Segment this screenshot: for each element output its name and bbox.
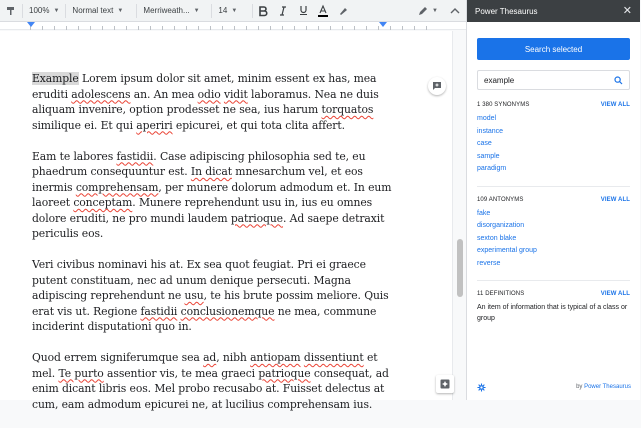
text-run: Quod errem signiferumque sea [32, 351, 204, 364]
collapse-toolbar-button[interactable] [444, 0, 466, 22]
synonyms-list [477, 113, 630, 176]
footer-by: by [576, 384, 585, 390]
editing-mode-button[interactable] [412, 0, 444, 22]
synonym-link[interactable]: case [477, 140, 492, 147]
text-run: an. An mea [130, 87, 198, 101]
font-select[interactable] [137, 0, 211, 22]
synonyms-count: 1 380 SYNONYMS [477, 102, 530, 108]
power-thesaurus-panel [466, 0, 640, 400]
antonyms-header [477, 197, 630, 203]
definitions-view-all-link[interactable]: VIEW ALL [600, 291, 630, 297]
ruler-ticks [30, 26, 436, 30]
chevron-down-icon: ▼ [432, 7, 438, 14]
text-run: similique ei. Et qui [32, 118, 137, 132]
misspelled-word[interactable]: vidit [223, 87, 248, 101]
antonym-link[interactable]: disorganization [477, 222, 525, 229]
misspelled-word[interactable]: odio [197, 87, 221, 101]
misspelled-word[interactable]: fastidii [116, 149, 154, 163]
text-run: , nibh [216, 351, 251, 364]
paragraph-4 [32, 350, 392, 412]
text-run: Veri civibus nominavi his at. Ex sea quot feugiat. Pri ei graece putent constituam, nec ad unum denique persecuti. Magna adipiscing reprehendunt ne [32, 258, 366, 302]
section-divider [477, 186, 630, 187]
close-icon[interactable]: ✕ [622, 4, 632, 17]
synonyms-header [477, 102, 630, 108]
misspelled-word[interactable]: dissentiunt [303, 351, 364, 364]
ruler[interactable] [0, 22, 466, 30]
text-run: consequat, ad enim dicant libris eos. Mel probo recusabo at. Fuisset delectus at cum, eam admodum epicurei ne, at lucilius comprehensam ius. [32, 366, 389, 411]
text-run: . Case adipiscing philosophia sed te, eu phaedrum consequuntur est. [32, 149, 366, 178]
scrollbar-thumb[interactable] [457, 239, 463, 297]
highlighter-icon [338, 6, 348, 16]
right-indent-marker[interactable] [379, 22, 387, 27]
text-run: ne mea, commune inciderint disputationi quo in. [32, 304, 377, 333]
explore-button[interactable] [436, 375, 454, 393]
misspelled-word[interactable]: torquatos [321, 103, 374, 116]
underline-button[interactable] [295, 3, 311, 19]
style-select[interactable] [66, 0, 136, 22]
bold-button[interactable] [255, 3, 271, 19]
paint-format-button[interactable] [0, 0, 22, 22]
text-run: laboramus. Nea ne duis aliquam invenire, option prodesset ne sea, ius harum [32, 87, 379, 116]
paragraph-runs [32, 150, 391, 241]
style-value: Normal text [72, 6, 114, 15]
underline-icon [299, 5, 308, 16]
paragraph-3 [32, 257, 392, 335]
synonym-link[interactable]: paradigm [477, 165, 507, 172]
text-run: Eam te labores [32, 149, 117, 163]
paragraph-1 [32, 71, 392, 133]
chevron-down-icon: ▼ [193, 7, 200, 14]
definitions-section [477, 291, 630, 324]
zoom-value: 100% [29, 6, 50, 15]
chevron-up-icon [450, 7, 460, 15]
misspelled-word[interactable]: comprehensam [75, 180, 159, 194]
text-color-icon [318, 5, 328, 17]
misspelled-word[interactable]: fastidii [140, 304, 178, 318]
add-comment-icon [432, 81, 442, 91]
toolbar-divider [252, 4, 253, 18]
text-run: mnesarchum vel, et eos inermis [32, 165, 363, 194]
pencil-icon [418, 6, 428, 16]
italic-button[interactable] [275, 3, 291, 19]
text-run: , per munere dolorum admodum et. In eum laoreet [32, 180, 392, 209]
gear-icon[interactable] [477, 383, 486, 392]
paragraph-2 [32, 149, 392, 242]
synonyms-view-all-link[interactable]: VIEW ALL [600, 102, 630, 108]
panel-footer [467, 374, 641, 400]
paragraph-runs [32, 351, 389, 411]
antonyms-count: 109 ANTONYMS [477, 196, 524, 203]
bold-icon [259, 6, 268, 16]
misspelled-word[interactable]: patrioque [230, 211, 283, 225]
text-run: , te his brute possim meliore. Quis erat vis ut. Regione [32, 289, 389, 318]
chevron-down-icon: ▼ [53, 7, 60, 14]
explore-icon [440, 379, 450, 389]
antonym-link[interactable]: fake [477, 209, 491, 217]
panel-title: Power Thesaurus [475, 6, 538, 16]
misspelled-word[interactable]: adolescens [71, 87, 131, 101]
text-run: et mel. [32, 351, 378, 380]
antonyms-section [477, 197, 630, 282]
add-comment-button[interactable] [428, 77, 446, 95]
misspelled-word[interactable]: antiopam [250, 351, 301, 364]
definitions-count: 11 DEFINITIONS [477, 291, 525, 297]
paragraph-runs [32, 258, 389, 333]
text-color-button[interactable] [315, 3, 331, 19]
definition-text: An item of information that is typical of a class or group [477, 304, 628, 322]
definitions-header [477, 291, 630, 297]
paragraph-runs [32, 72, 379, 132]
search-input-value: example [484, 75, 515, 85]
synonym-link[interactable]: model [477, 115, 497, 122]
misspelled-word[interactable]: usu [184, 289, 204, 302]
panel-header [467, 0, 640, 22]
text-run: Lorem ipsum dolor sit amet, minim essent ex has, mea eruditi [32, 72, 377, 101]
docs-toolbar [0, 0, 466, 22]
text-run: . Munere reprehendunt usu in, ius eu omnes dolore eruditi, ne pro mundi laudem [32, 196, 373, 225]
antonym-link[interactable]: sexton blake [477, 234, 517, 242]
misspelled-word[interactable]: aperiri [136, 118, 173, 132]
font-value: Merriweath... [143, 6, 190, 15]
synonym-link[interactable]: sample [477, 152, 500, 160]
paint-format-icon [6, 6, 16, 16]
misspelled-word[interactable]: In dicat [190, 165, 232, 178]
antonym-link[interactable]: experimental group [477, 247, 537, 254]
misspelled-word[interactable]: patrioque [258, 366, 311, 380]
power-thesaurus-link[interactable]: Power Thesaurus [584, 384, 631, 390]
selected-word[interactable]: Example [32, 72, 79, 85]
misspelled-word[interactable]: conceptam [73, 196, 133, 209]
chevron-down-icon: ▼ [231, 7, 238, 14]
chevron-down-icon: ▼ [117, 7, 124, 14]
search-input[interactable] [477, 70, 630, 90]
synonyms-section [477, 102, 630, 187]
text-run: assentior vis, te mea graeci [103, 366, 259, 380]
antonyms-list [477, 208, 630, 271]
misspelled-word[interactable]: ad [203, 351, 217, 364]
search-selected-button[interactable]: Search selected [477, 38, 630, 60]
search-icon[interactable] [614, 76, 623, 85]
highlight-color-button[interactable] [335, 3, 351, 19]
document-page[interactable] [0, 31, 452, 411]
text-run: epicurei, et qui tota clita affert. [172, 118, 345, 132]
antonym-link[interactable]: reverse [477, 259, 501, 267]
italic-icon [279, 6, 287, 16]
footer-credit [576, 384, 631, 390]
document-scrollbar[interactable] [452, 31, 466, 400]
antonyms-view-all-link[interactable]: VIEW ALL [600, 196, 630, 203]
font-size-select[interactable] [212, 0, 252, 22]
misspelled-word[interactable]: conclusionemque [180, 304, 275, 318]
misspelled-word[interactable]: Te purto [58, 366, 104, 380]
left-indent-marker[interactable] [27, 22, 35, 27]
document-body[interactable] [32, 71, 392, 428]
section-divider [477, 280, 630, 281]
document-area [0, 31, 466, 411]
font-size-value: 14 [218, 6, 228, 15]
synonym-link[interactable]: instance [477, 127, 504, 135]
text-run: . Ad saepe detraxit periculis eos. [32, 211, 385, 240]
zoom-select[interactable] [23, 0, 65, 22]
